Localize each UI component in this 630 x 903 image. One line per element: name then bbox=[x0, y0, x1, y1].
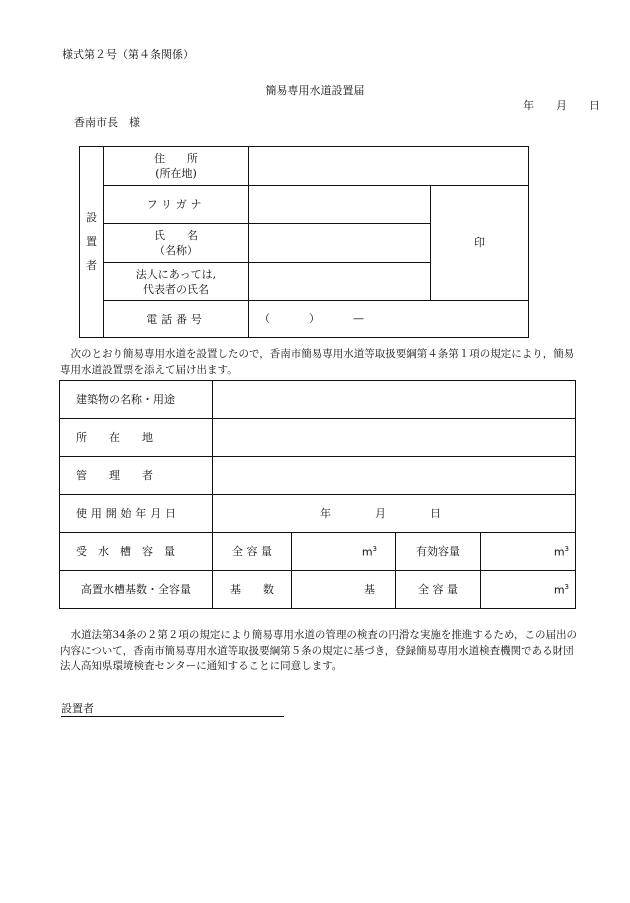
intro-paragraph: 次のとおり簡易専用水道を設置したので，香南市簡易専用水道等取扱要綱第４条第１項の規定により，簡易専用水道設置票を添えて届け出ます。 bbox=[60, 348, 575, 376]
form-number: 様式第２号（第４条関係） bbox=[62, 48, 194, 61]
location-label: 所 在 地 bbox=[76, 430, 153, 444]
address-sublabel: (所在地) bbox=[155, 167, 197, 180]
manager-field[interactable] bbox=[212, 456, 576, 495]
address-label: 住 所 bbox=[154, 152, 198, 165]
form-title: 簡易専用水道設置届 bbox=[265, 84, 365, 97]
furigana-label: フリガナ bbox=[146, 198, 206, 211]
effective-capacity-unit: $m^3$ bbox=[553, 545, 569, 559]
representative-label-2: 代表者の氏名 bbox=[143, 282, 209, 296]
phone-open-paren: （ bbox=[259, 312, 270, 325]
tank-label-cell bbox=[59, 532, 213, 571]
seal-label: 印 bbox=[474, 236, 485, 249]
location-field[interactable] bbox=[212, 418, 576, 457]
addressee: 香南市長 様 bbox=[74, 116, 140, 129]
total-capacity-unit: $m^3$ bbox=[361, 545, 377, 559]
manager-label-cell bbox=[59, 456, 213, 495]
building-label: 建築物の名称・用途 bbox=[76, 392, 175, 406]
name-sublabel: （名称） bbox=[154, 244, 198, 257]
date-year: 年 bbox=[523, 99, 534, 112]
elevated-label-cell bbox=[59, 570, 213, 609]
furigana-field[interactable] bbox=[248, 185, 431, 224]
location-label-cell bbox=[59, 418, 213, 457]
phone-label-cell bbox=[103, 300, 249, 338]
manager-label: 管 理 者 bbox=[76, 468, 153, 482]
effective-capacity-label-cell bbox=[395, 532, 481, 571]
signature-label: 設置者 bbox=[61, 702, 94, 715]
count-label-cell bbox=[212, 570, 292, 609]
count-label: 基 数 bbox=[230, 582, 274, 596]
side-char-1: 設 bbox=[86, 211, 97, 224]
installer-side-label bbox=[79, 146, 104, 338]
start-day: 日 bbox=[430, 507, 441, 520]
name-label: 氏 名 bbox=[154, 229, 198, 242]
count-unit: 基 bbox=[364, 583, 375, 596]
address-field[interactable] bbox=[248, 146, 529, 186]
effective-capacity-label: 有効容量 bbox=[416, 544, 460, 558]
seal-cell bbox=[430, 185, 529, 301]
representative-field[interactable] bbox=[248, 262, 431, 301]
start-year: 年 bbox=[320, 507, 331, 520]
side-char-3: 者 bbox=[86, 259, 97, 272]
total-capacity-label: 全 容 量 bbox=[232, 544, 272, 558]
phone-close-paren: ） bbox=[309, 312, 320, 325]
elevated-label: 高置水槽基数・全容量 bbox=[81, 582, 191, 596]
representative-label-1: 法人にあっては, bbox=[135, 267, 217, 281]
elevated-total-unit: $m^3$ bbox=[553, 583, 569, 597]
elevated-total-label-cell bbox=[395, 570, 481, 609]
effective-capacity-field[interactable] bbox=[480, 532, 576, 571]
furigana-label-cell bbox=[103, 185, 249, 224]
address-label-cell bbox=[103, 146, 249, 186]
date-month: 月 bbox=[556, 99, 567, 112]
start-month: 月 bbox=[375, 507, 386, 520]
representative-label-cell bbox=[103, 262, 249, 301]
count-field[interactable] bbox=[291, 570, 396, 609]
name-label-cell bbox=[103, 223, 249, 263]
date-day: 日 bbox=[589, 99, 600, 112]
start-date-label-cell bbox=[59, 494, 213, 533]
phone-dash: — bbox=[353, 312, 364, 325]
start-date-field[interactable] bbox=[212, 494, 576, 533]
tank-label: 受 水 槽 容 量 bbox=[76, 544, 175, 558]
name-field[interactable] bbox=[248, 223, 431, 263]
phone-field[interactable] bbox=[248, 300, 529, 338]
start-date-label: 使用開始年月日 bbox=[76, 506, 180, 520]
building-label-cell bbox=[59, 380, 213, 419]
phone-label: 電話番号 bbox=[146, 312, 206, 326]
total-capacity-field[interactable] bbox=[291, 532, 396, 571]
side-char-2: 置 bbox=[86, 235, 97, 248]
signature-line[interactable] bbox=[61, 716, 284, 717]
elevated-total-field[interactable] bbox=[480, 570, 576, 609]
building-field[interactable] bbox=[212, 380, 576, 419]
elevated-total-label: 全 容 量 bbox=[418, 582, 458, 596]
consent-paragraph: 水道法第34条の２第２項の規定により簡易専用水道の管理の検査の円滑な実施を推進するため，この届出の内容について，香南市簡易専用水道等取扱要綱第５条の規定に基づき，登録簡易専用水道検査機関である財団法人高知県環境検査センターに通知することに同意します。 bbox=[60, 629, 577, 672]
total-capacity-label-cell bbox=[212, 532, 292, 571]
